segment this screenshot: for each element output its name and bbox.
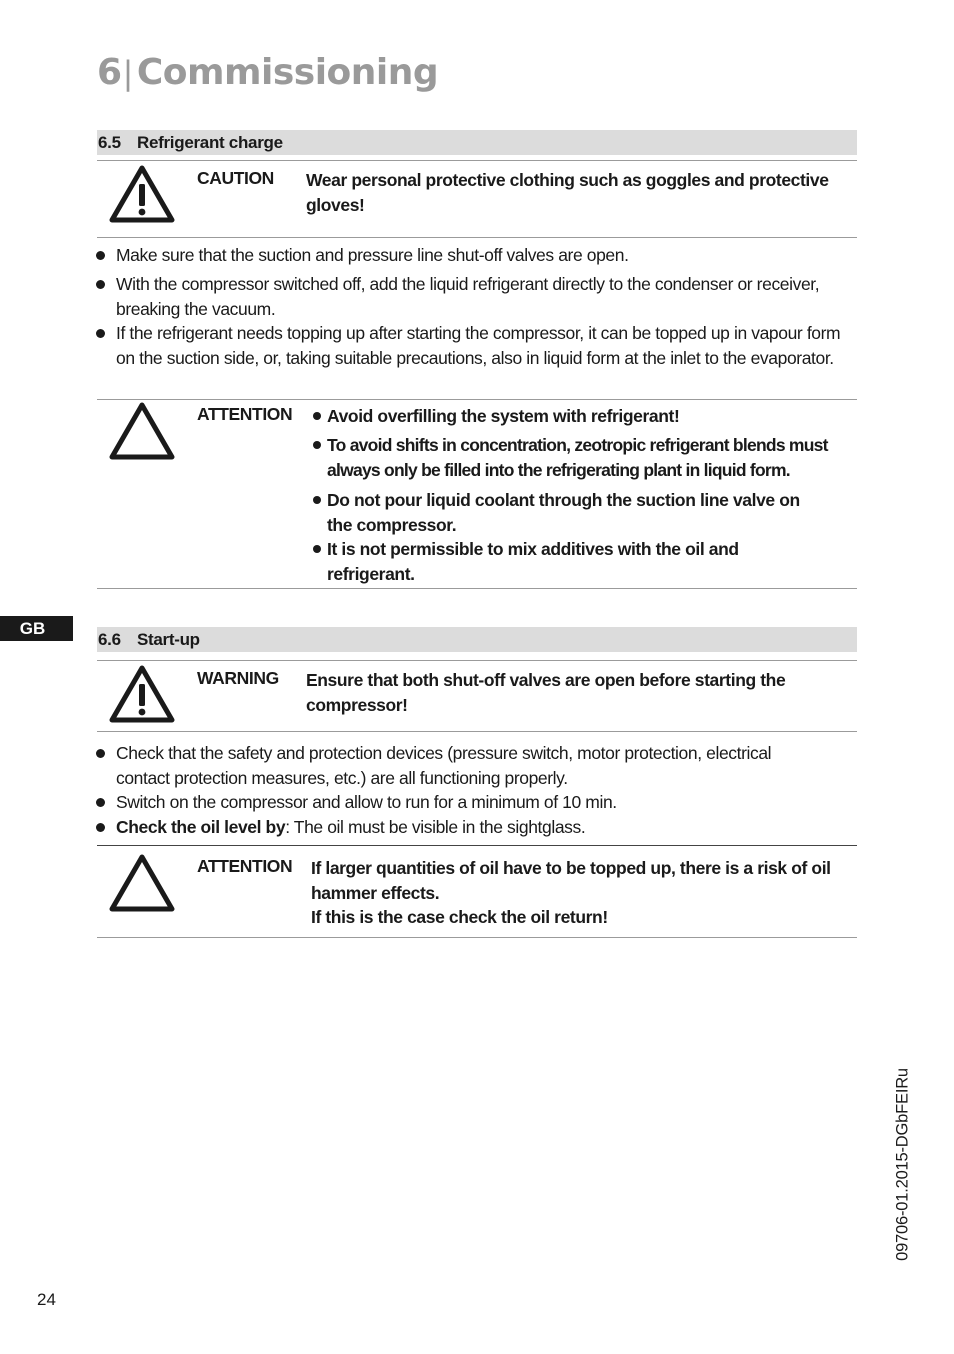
attention-item: Do not pour liquid coolant through the suction line valve on the compressor. (313, 488, 818, 537)
warning-exclamation-icon (108, 664, 176, 724)
divider (97, 731, 857, 732)
divider (97, 588, 857, 589)
page-number: 24 (37, 1290, 56, 1309)
list-item: Make sure that the suction and pressure line shut-off valves are open. (96, 243, 856, 268)
list-item: If the refrigerant needs topping up after starting the compressor, it can be topped up in vapour form on the suction side, or, taking suitable precautions, also in liquid form at the inlet to the evaporator. (96, 321, 856, 370)
oil-check-bold: Check the oil level by (116, 817, 286, 837)
bullet-icon (313, 412, 321, 420)
attention-label: ATTENTION (197, 404, 293, 424)
chapter-number: 6 (97, 52, 122, 93)
divider (97, 845, 857, 846)
section-number: 6.6 (98, 630, 121, 649)
section-title: Start-up (137, 630, 200, 649)
bullet-icon (313, 441, 321, 449)
bullet-icon (96, 280, 105, 289)
section-heading-6-5 (97, 130, 857, 155)
divider (97, 237, 857, 238)
warning-exclamation-icon (108, 164, 176, 224)
oil-check-text: : The oil must be visible in the sightglass. (285, 817, 586, 837)
warning-label: WARNING (197, 668, 279, 688)
language-tab: GB (0, 616, 73, 641)
bullet-icon (96, 823, 105, 832)
list-item: Check that the safety and protection devices (pressure switch, motor protection, electrical contact protection measures, etc.) are all functioning properly. (96, 741, 816, 790)
section-title: Refrigerant charge (137, 133, 283, 152)
chapter-title: Commissioning (136, 52, 439, 93)
list-item: Switch on the compressor and allow to run for a minimum of 10 min. (96, 790, 856, 815)
divider (97, 660, 857, 661)
divider (97, 160, 857, 161)
chapter-divider: | (122, 54, 133, 92)
section-heading-6-6 (97, 627, 857, 652)
attention-item: To avoid shifts in concentration, zeotropic refrigerant blends must always only be filled into the refrigerating plant in liquid form. (313, 433, 858, 482)
attention-item: It is not permissible to mix additives with the oil and refrigerant. (313, 537, 783, 586)
attention-item: Avoid overfilling the system with refrigerant! (313, 404, 858, 429)
bullet-icon (313, 545, 321, 553)
attention-triangle-icon (108, 852, 176, 912)
bullet-icon (96, 798, 105, 807)
attention-message: If larger quantities of oil have to be topped up, there is a risk of oil hammer effects. (311, 858, 831, 903)
divider (97, 399, 857, 400)
divider (97, 937, 857, 938)
attention-label: ATTENTION (197, 856, 293, 876)
bullet-icon (96, 251, 105, 260)
chapter-heading (97, 52, 438, 93)
attention-triangle-icon (108, 400, 176, 460)
attention-message-2: If this is the case check the oil return! (311, 907, 608, 927)
list-item: With the compressor switched off, add the liquid refrigerant directly to the condenser or receiver, breaking the vacuum. (96, 272, 856, 321)
list-item (96, 815, 856, 840)
bullet-icon (96, 749, 105, 758)
caution-label: CAUTION (197, 168, 274, 188)
section-number: 6.5 (98, 133, 121, 152)
bullet-icon (313, 496, 321, 504)
warning-message: Ensure that both shut-off valves are open before starting the compressor! (306, 670, 786, 715)
caution-message: Wear personal protective clothing such as goggles and protective gloves! (306, 170, 829, 215)
bullet-icon (96, 329, 105, 338)
document-code: 09706-01.2015-DGbFEIRu (893, 1068, 912, 1261)
